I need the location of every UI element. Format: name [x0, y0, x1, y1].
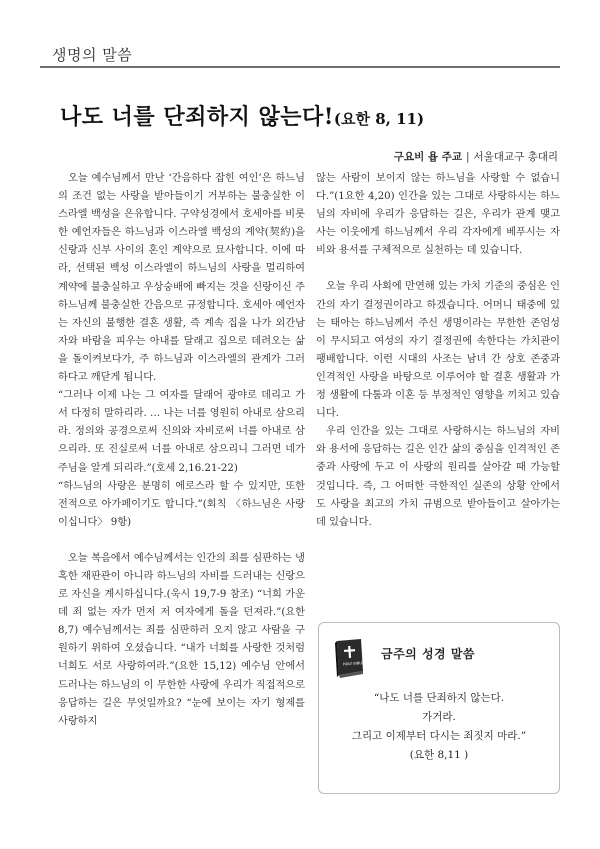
verse-box-title: 금주의 성경 말씀	[381, 647, 476, 661]
section-label: 생명의 말씀	[52, 46, 133, 64]
header-band	[0, 0, 600, 76]
right-column	[316, 170, 560, 532]
verse-line: 가거라.	[422, 711, 456, 723]
title-reference: (요한 8, 11)	[333, 110, 425, 128]
paragraph: 오늘 우리 사회에 만연해 있는 가치 기준의 중심은 인간의 자기 결정권이라고 하겠습니다. 어머니 태중에 있는 태아는 하느님께서 주신 생명이라는 무한한 존엄성이 무시되고 여성의 자기 결정권에 속한다는 가치관이 팽배합니다. 이런 시대의 사조는 남녀 간 상호 존중과 인격적인 사랑을 바탕으로 이루어야 할 결혼 생활과 가정 생활에 다툼과 이혼 등 부정적인 영향을 끼치고 있습니다.	[316, 281, 560, 420]
verse-reference: (요한 8,11 )	[409, 749, 469, 761]
paragraph: 오늘 복음에서 예수님께서는 인간의 죄를 심판하는 냉혹한 재판관이 아니라 하느님의 자비를 드러내는 신랑으로 자신을 계시하십니다.(욱시 19,7-9 참조) “너희 가운데 죄 없는 자가 먼저 저 여자에게 돌을 던져라.”(요한 8,7) 예수님께서는 죄를 심판하러 오지 않고 사람을 구원하기 위하여 오셨습니다. “내가 너희를 사랑한 것처럼 너희도 서로 사랑하여라.”(요한 15,12) 예수님 안에서 드러나는 하느님의 이 무한한 사랑에 우리가 직접적으로 응답하는 길은 무엇일까요? “눈에 보이는 자기 형제를 사랑하지	[58, 552, 305, 727]
author-affiliation: 서울대교구 총대리	[473, 151, 558, 163]
title-main: 나도 너를 단죄하지 않는다!	[60, 104, 334, 130]
bible-icon	[331, 637, 367, 679]
article-title	[60, 100, 540, 131]
paragraph: 우리 인간을 있는 그대로 사랑하시는 하느님의 자비와 용서에 응답하는 길은 인간 삶의 중심을 인격적인 존중과 사랑에 두고 이 사랑의 원리를 살아갈 때 가능할 것입니다. 즉, 그 어떠한 극한적인 실존의 상황 안에서도 사랑을 최고의 가치 규범으로 받아들이고 살아가는 데 있습니다.	[316, 426, 560, 528]
verse-text	[319, 689, 559, 765]
author-name: 구요비 욥 주교	[393, 151, 462, 163]
svg-text:HOLY BIBLE: HOLY BIBLE	[342, 660, 364, 667]
byline-separator: |	[465, 151, 470, 163]
left-column	[58, 170, 305, 731]
weekly-verse-box	[318, 622, 560, 794]
paragraph: 않는 사람이 보이지 않는 하느님을 사랑할 수 없습니다.”(1요한 4,20) 인간을 있는 그대로 사랑하시는 하느님의 자비에 우리가 응답하는 길은, 우리가 관계 맺고 사는 이웃에게 하느님께서 우리 각자에게 베푸시는 자비와 용서를 구체적으로 실천하는 데 있습니다.	[316, 173, 560, 257]
header-divider	[40, 66, 560, 68]
paragraph: 오늘 예수님께서 만난 ‘간음하다 잡힌 여인’은 하느님의 조건 없는 사랑을 받아들이기 거부하는 불충실한 이스라엘 백성을 은유합니다. 구약성경에서 호세아를 비롯한 예언자들은 하느님과 이스라엘 백성의 계약(契約)을 신랑과 신부 사이의 혼인 계약으로 묘사합니다. 이에 따라, 선택된 백성 이스라엘이 하느님의 사랑을 멀리하여 계약에 불충실하고 우상숭배에 빠지는 것을 신랑이신 주 하느님께 불충실한 간음으로 규정합니다. 호세아 예언자는 자신의 불행한 결혼 생활, 즉 계속 집을 나가 외간남자와 바람을 피우는 아내를 달래고 집으로 데려오는 삶을 돌이켜보다가, 주 하느님과 이스라엘의 관계가 그러하다고 깨닫게 됩니다.	[58, 173, 305, 384]
verse-line: 그리고 이제부터 다시는 죄짓지 마라.”	[351, 730, 527, 742]
encyclical-quote: “하느님의 사랑은 분명히 에로스라 할 수 있지만, 또한 전적으로 아가페이기도 합니다.”(회칙 〈하느님은 사랑이십니다〉 9항)	[58, 480, 305, 528]
verse-line: “나도 너를 단죄하지 않는다.	[373, 692, 505, 704]
scripture-quote: “그러나 이제 나는 그 여자를 달래어 광야로 데리고 가서 다정히 말하리라. … 나는 너를 영원히 아내로 삼으리라. 정의와 공경으로써 신의와 자비로써 너를 아내로 삼으리라. 또 진실로써 너를 아내로 삼으리니 그러면 네가 주님을 알게 되리라.”(호세 2,16.21-22)	[58, 390, 305, 474]
byline	[394, 149, 558, 164]
